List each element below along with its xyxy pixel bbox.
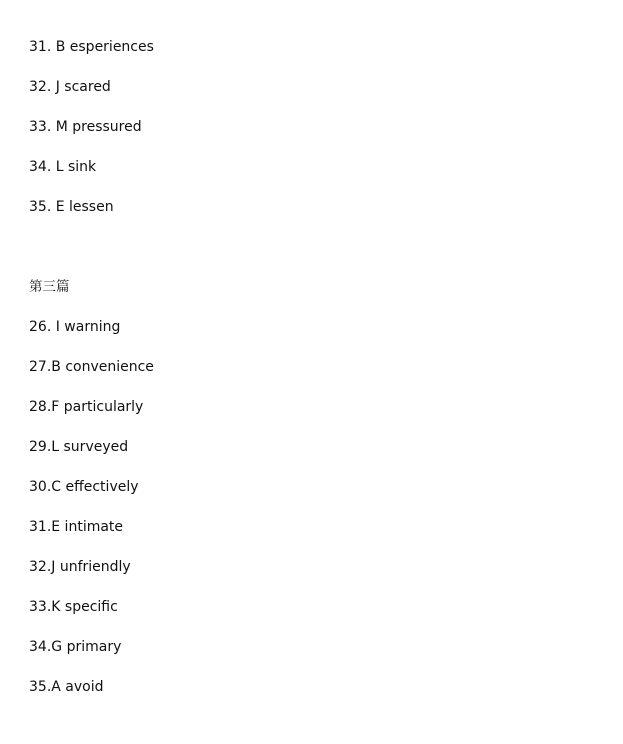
answer-line: 33. M pressured — [29, 119, 142, 135]
answer-line: 31.E intimate — [29, 519, 124, 535]
answer-line: 33.K specific — [29, 599, 118, 615]
answer-line: 32. J scared — [29, 79, 111, 95]
answer-line: 30.C effectively — [29, 479, 139, 495]
answer-line: 31. B esperiences — [29, 39, 154, 55]
answer-line: 32.J unfriendly — [29, 559, 131, 575]
answer-line: 29.L surveyed — [29, 439, 129, 455]
section-heading: 第三篇 — [29, 279, 70, 295]
answer-line: 28.F particularly — [29, 399, 144, 415]
answer-line: 26. I warning — [29, 319, 121, 335]
answer-line: 34.G primary — [29, 639, 122, 655]
answer-line: 35. E lessen — [29, 199, 114, 215]
answer-line: 35.A avoid — [29, 679, 104, 695]
answer-line: 34. L sink — [29, 159, 97, 175]
answer-line: 27.B convenience — [29, 359, 154, 375]
